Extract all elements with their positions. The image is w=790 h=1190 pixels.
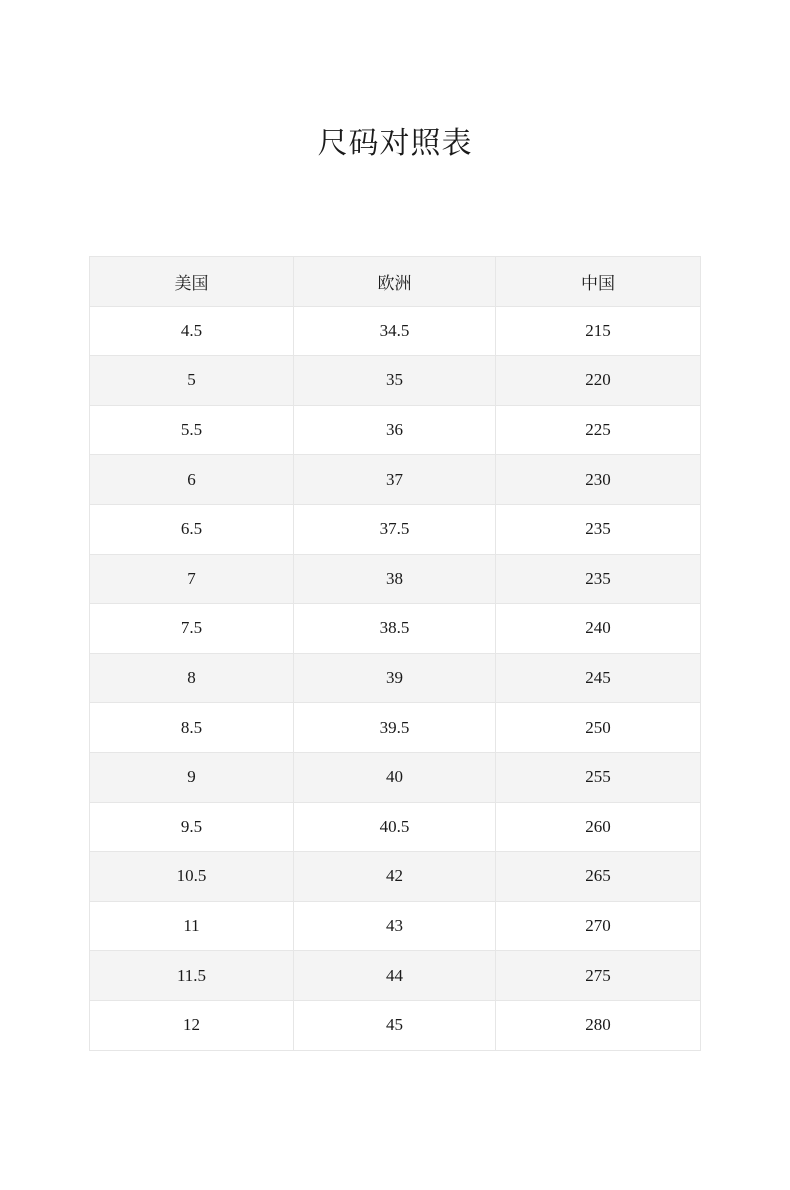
cell-us: 12 — [90, 1000, 294, 1050]
table-row — [90, 901, 701, 951]
cell-us: 10.5 — [90, 852, 294, 902]
cell-cn: 230 — [496, 455, 701, 505]
cell-cn: 215 — [496, 306, 701, 356]
table-row — [90, 653, 701, 703]
cell-eu: 38.5 — [294, 604, 496, 654]
cell-eu: 42 — [294, 852, 496, 902]
table-row — [90, 405, 701, 455]
cell-cn: 265 — [496, 852, 701, 902]
cell-eu: 45 — [294, 1000, 496, 1050]
cell-cn: 235 — [496, 504, 701, 554]
table-row — [90, 604, 701, 654]
table-row — [90, 306, 701, 356]
cell-eu: 37.5 — [294, 504, 496, 554]
table-row — [90, 356, 701, 406]
table-row — [90, 951, 701, 1001]
cell-cn: 240 — [496, 604, 701, 654]
table-row — [90, 504, 701, 554]
cell-cn: 220 — [496, 356, 701, 406]
cell-us: 6 — [90, 455, 294, 505]
cell-us: 9 — [90, 752, 294, 802]
cell-cn: 250 — [496, 703, 701, 753]
cell-us: 11 — [90, 901, 294, 951]
table-row — [90, 455, 701, 505]
cell-eu: 39.5 — [294, 703, 496, 753]
cell-us: 8.5 — [90, 703, 294, 753]
table-row — [90, 802, 701, 852]
cell-cn: 235 — [496, 554, 701, 604]
cell-cn: 270 — [496, 901, 701, 951]
table-row — [90, 752, 701, 802]
cell-eu: 37 — [294, 455, 496, 505]
table-row — [90, 1000, 701, 1050]
cell-cn: 225 — [496, 405, 701, 455]
cell-cn: 255 — [496, 752, 701, 802]
cell-eu: 35 — [294, 356, 496, 406]
cell-us: 11.5 — [90, 951, 294, 1001]
cell-us: 5.5 — [90, 405, 294, 455]
cell-cn: 280 — [496, 1000, 701, 1050]
table-header-row — [90, 257, 701, 307]
table-row — [90, 554, 701, 604]
cell-us: 6.5 — [90, 504, 294, 554]
cell-eu: 40.5 — [294, 802, 496, 852]
size-chart-table — [89, 256, 701, 1051]
table-row — [90, 703, 701, 753]
cell-eu: 43 — [294, 901, 496, 951]
header-eu: 欧洲 — [294, 257, 496, 307]
cell-cn: 245 — [496, 653, 701, 703]
cell-eu: 44 — [294, 951, 496, 1001]
cell-eu: 36 — [294, 405, 496, 455]
cell-eu: 39 — [294, 653, 496, 703]
page-title: 尺码对照表 — [317, 126, 473, 161]
cell-eu: 38 — [294, 554, 496, 604]
cell-cn: 260 — [496, 802, 701, 852]
cell-eu: 34.5 — [294, 306, 496, 356]
cell-us: 7.5 — [90, 604, 294, 654]
table-row — [90, 852, 701, 902]
cell-cn: 275 — [496, 951, 701, 1001]
header-us: 美国 — [90, 257, 294, 307]
cell-us: 8 — [90, 653, 294, 703]
cell-eu: 40 — [294, 752, 496, 802]
cell-us: 9.5 — [90, 802, 294, 852]
header-cn: 中国 — [496, 257, 701, 307]
cell-us: 5 — [90, 356, 294, 406]
cell-us: 7 — [90, 554, 294, 604]
cell-us: 4.5 — [90, 306, 294, 356]
